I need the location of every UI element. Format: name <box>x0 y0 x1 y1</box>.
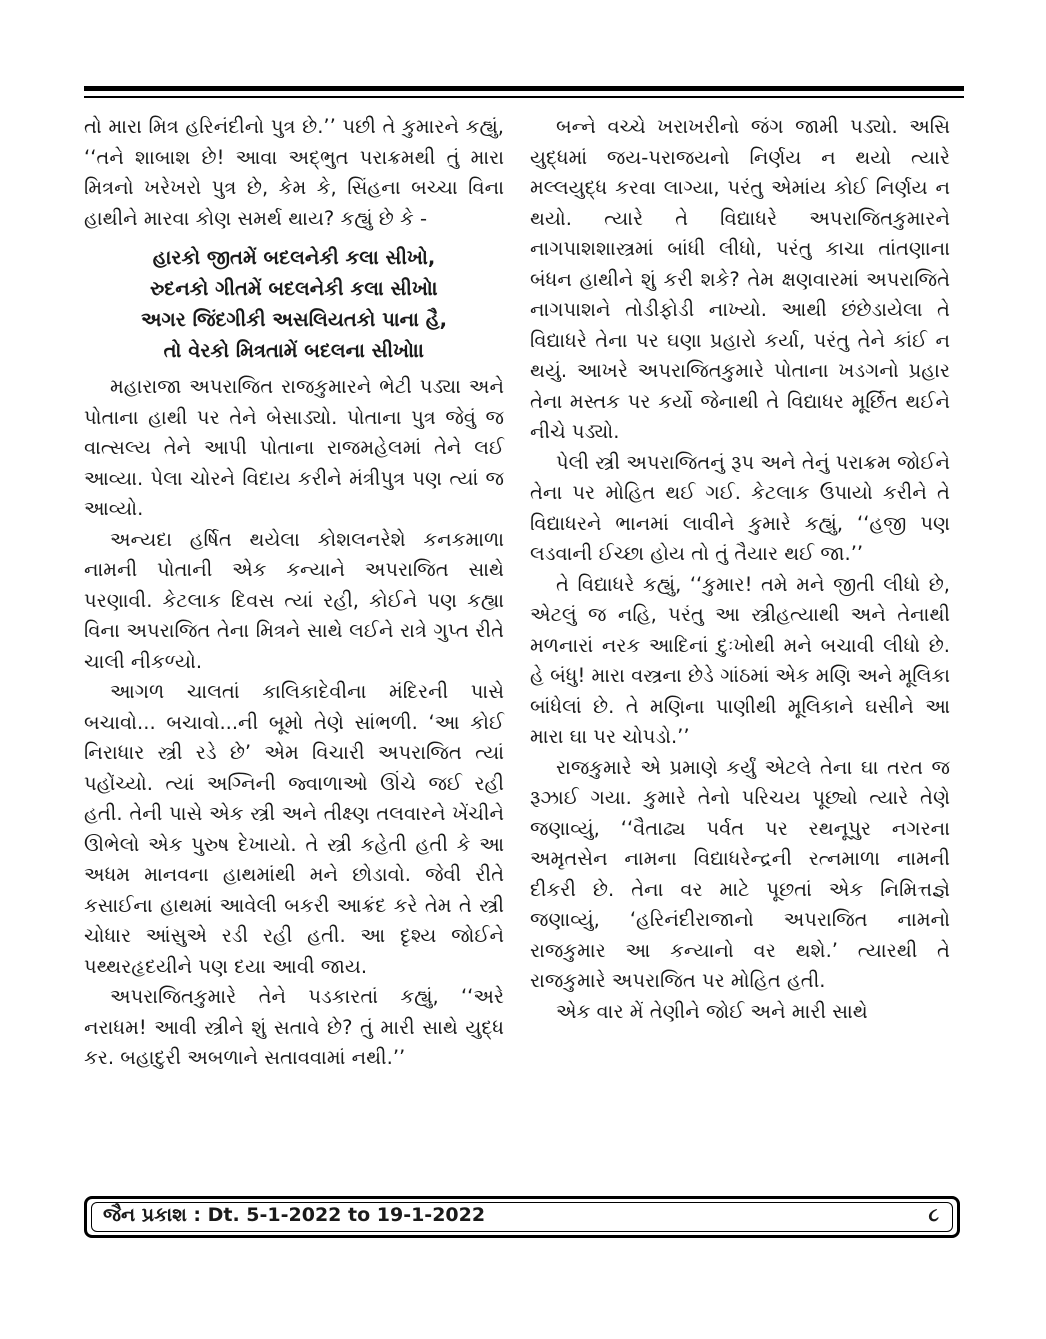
top-rule-thin <box>84 96 964 98</box>
poem-line-2: રુદનકો ગીતમેં બદલનેકી કલા સીખો। <box>150 277 438 300</box>
poem-line-1: હારકો જીતમેં બદલનેકી કલા સીખો, <box>152 246 436 269</box>
left-paragraph-1: તો મારા મિત્ર હરિનંદીનો પુત્ર છે.’’ પછી તે કુમારને કહ્યું, ‘‘તને શાબાશ છે! આવા અદ્‌ભુત પરાક્રમથી તું મારા મિત્રનો ખરેખરો પુત્ર છે, કેમ કે, સિંહના બચ્ચા વિના હાથીને મારવા કોણ સમર્થ થાય? કહ્યું છે કે - <box>84 115 504 230</box>
page-footer <box>84 1196 960 1238</box>
publication-title: જૈન પ્રકાશ : Dt. 5-1-2022 to 19-1-2022 <box>103 1204 486 1226</box>
right-paragraph-4: રાજકુમારે એ પ્રમાણે કર્યું એટલે તેના ઘા તરત જ રૂઝાઈ ગયા. કુમારે તેનો પરિચય પૂછ્યો ત્યારે તેણે જણાવ્યું, ‘‘વૈતાઢ્ય પર્વત પર રથનૂપુર નગરના અમૃતસેન નામના વિદ્યાધરેન્દ્રની રત્નમાળા નામની દીકરી છે. તેના વર માટે પૂછતાં એક નિમિત્તજ્ઞે જણાવ્યું, ‘હરિનંદીરાજાનો અપરાજિત નામનો રાજકુમાર આ કન્યાનો વર થશે.’ ત્યારથી તે રાજકુમારે અપરાજિત પર મોહિત હતી. <box>530 755 950 992</box>
right-paragraph-2: પેલી સ્ત્રી અપરાજિતનું રૂપ અને તેનું પરાક્રમ જોઈને તેના પર મોહિત થઈ ગઈ. કેટલાક ઉપાયો કરીને તે વિદ્યાધરને ભાનમાં લાવીને કુમારે કહ્યું, ‘‘હજી પણ લડવાની ઈચ્છા હોય તો તું તૈયાર થઈ જા.’’ <box>530 450 950 565</box>
poem-line-4: તો વેરકો મિત્રતામેં બદલના સીખો।। <box>163 339 425 362</box>
left-paragraph-5: અપરાજિતકુમારે તેને પડકારતાં કહ્યું, ‘‘અરે નરાધમ! આવી સ્ત્રીને શું સતાવે છે? તું મારી સાથે યુદ્ધ કર. બહાદુરી અબળાને સતાવવામાં નથી.’’ <box>84 985 504 1069</box>
right-paragraph-1: બન્ને વચ્ચે ખરાખરીનો જંગ જામી પડ્યો. અસિ યુદ્ધમાં જય-પરાજયનો નિર્ણય ન થયો ત્યારે મલ્લયુદ્ધ કરવા લાગ્યા, પરંતુ એમાંય કોઈ નિર્ણય ન થયો. ત્યારે તે વિદ્યાધરે અપરાજિતકુમારને નાગપાશશાસ્ત્રમાં બાંધી લીધો, પરંતુ કાચા તાંતણાના બંધન હાથીને શું કરી શકે? તેમ ક્ષણવારમાં અપરાજિતે નાગપાશને તોડીફોડી નાખ્યો. આથી છંછેડાયેલા તે વિદ્યાધરે તેના પર ઘણા પ્રહારો કર્યા, પરંતુ તેને કાંઈ ન થયું. આખરે અપરાજિતકુમારે પોતાના ખડગનો પ્રહાર તેના મસ્તક પર કર્યો જેનાથી તે વિદ્યાધર મૂર્છિત થઈને નીચે પડ્યો. <box>530 115 950 443</box>
top-rule-thick <box>84 86 964 91</box>
left-column <box>84 112 504 1074</box>
left-paragraph-3: અન્યદા હર્ષિત થયેલા કોશલનરેશે કનકમાળા નામની પોતાની એક કન્યાને અપરાજિત સાથે પરણાવી. કેટલાક દિવસ ત્યાં રહી, કોઈને પણ કહ્યા વિના અપરાજિત તેના મિત્રને સાથે લઈને રાત્રે ગુપ્ત રીતે ચાલી નીકળ્યો. <box>84 527 504 673</box>
left-paragraph-2: મહારાજા અપરાજિત રાજકુમારને ભેટી પડ્યા અને પોતાના હાથી પર તેને બેસાડ્યો. પોતાના પુત્ર જેવું જ વાત્સલ્ય તેને આપી પોતાના રાજમહેલમાં તેને લઈ આવ્યા. પેલા ચોરને વિદાય કરીને મંત્રીપુત્ર પણ ત્યાં જ આવ્યો. <box>84 375 504 520</box>
poem-line-3: અગર જિંદગીકી અસલિયતકો પાના હૈ, <box>140 308 448 331</box>
left-paragraph-4: આગળ ચાલતાં કાલિકાદેવીના મંદિરની પાસે બચાવો... બચાવો...ની બૂમો તેણે સાંભળી. ‘આ કોઈ નિરાધાર સ્ત્રી રડે છે’ એમ વિચારી અપરાજિત ત્યાં પહોંચ્યો. ત્યાં અગ્નિની જ્વાળાઓ ઊંચે જઈ રહી હતી. તેની પાસે એક સ્ત્રી અને તીક્ષ્ણ તલવારને ખેંચીને ઊભેલો એક પુરુષ દેખાયો. તે સ્ત્રી કહેતી હતી કે આ અધમ માનવના હાથમાંથી મને છોડાવો. જેવી રીતે કસાઈના હાથમાં આવેલી બકરી આક્રંદ કરે તેમ તે સ્ત્રી ચોધાર આંસુએ રડી રહી હતી. આ દૃશ્ય જોઈને પથ્થરહૃદયીને પણ દયા આવી જાય. <box>84 680 504 978</box>
poem-block <box>84 242 504 366</box>
page-number: ૮ <box>928 1204 939 1226</box>
right-paragraph-5: એક વાર મેં તેણીને જોઈ અને મારી સાથે <box>556 999 868 1023</box>
right-paragraph-3: તે વિદ્યાધરે કહ્યું, ‘‘કુમાર! તમે મને જીતી લીધો છે, એટલું જ નહિ, પરંતુ આ સ્ત્રીહત્યાથી અને તેનાથી મળનારાં નરક આદિનાં દુઃખોથી મને બચાવી લીધો છે. હે બંધુ! મારા વસ્ત્રના છેડે ગાંઠમાં એક મણિ અને મૂલિકા બાંધેલાં છે. તે મણિના પાણીથી મૂલિકાને ઘસીને આ મારા ઘા પર ચોપડો.’’ <box>530 572 950 748</box>
right-column <box>530 112 950 1027</box>
